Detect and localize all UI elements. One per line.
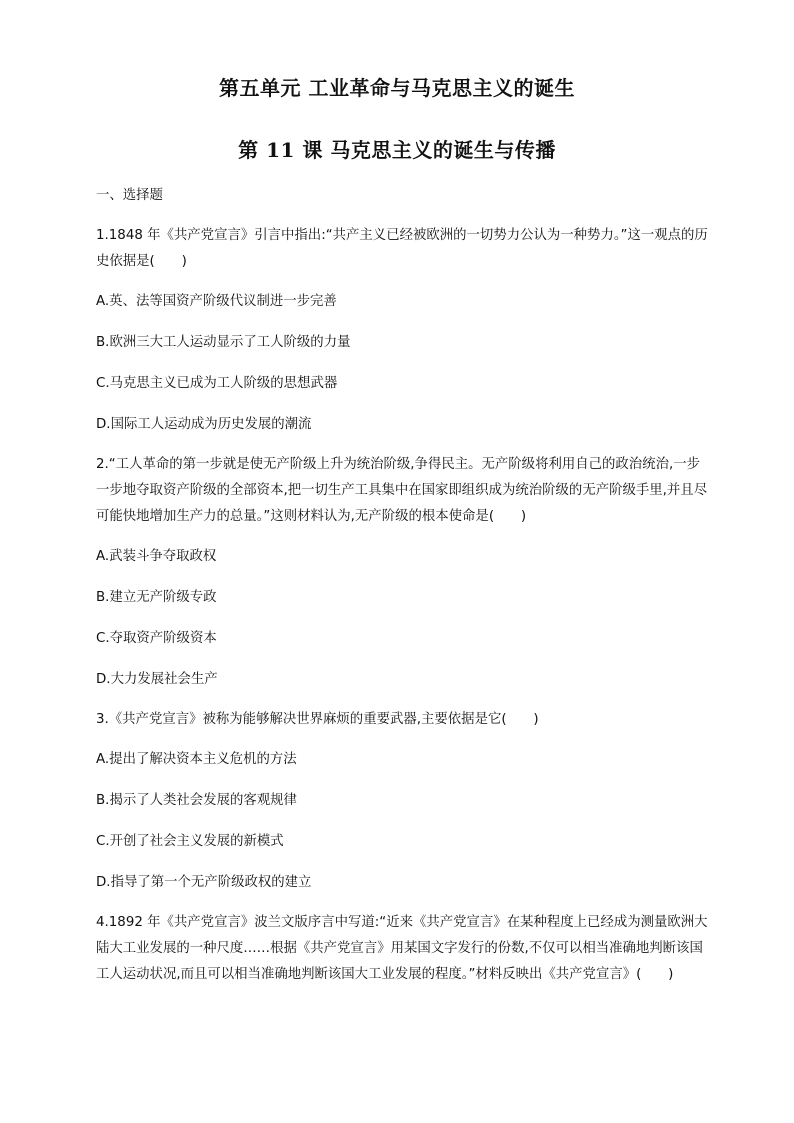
question-stem: 3.《共产党宣言》被称为能够解决世界麻烦的重要武器,主要依据是它( )	[96, 712, 539, 727]
option-a: A.英、法等国资产阶级代议制进一步完善	[96, 294, 337, 309]
section-heading: 一、选择题	[96, 188, 163, 203]
option-b: B.揭示了人类社会发展的客观规律	[96, 793, 297, 808]
option-a: A.武装斗争夺取政权	[96, 549, 217, 564]
question-2	[96, 452, 708, 694]
unit-title: 第五单元 工业革命与马克思主义的诞生	[219, 76, 575, 100]
lesson-title: 第 11 课 马克思主义的诞生与传播	[238, 138, 556, 162]
option-c: C.开创了社会主义发展的新模式	[96, 834, 284, 849]
option-b: B.建立无产阶级专政	[96, 590, 217, 605]
question-stem: 2.“工人革命的第一步就是使无产阶级上升为统治阶级,争得民主。无产阶级将利用自己的政治统治,一步一步地夺取资产阶级的全部资本,把一切生产工具集中在国家即组织成为统治阶级的无产阶级手里,并且尽可能快地增加生产力的总量。”这则材料认为,无产阶级的根本使命是( )	[96, 457, 708, 524]
question-stem: 1.1848 年《共产党宣言》引言中指出:“共产主义已经被欧洲的一切势力公认为一种势力。”这一观点的历史依据是( )	[96, 228, 708, 269]
option-c: C.夺取资产阶级资本	[96, 631, 217, 646]
option-d: D.指导了第一个无产阶级政权的建立	[96, 875, 312, 890]
option-c: C.马克思主义已成为工人阶级的思想武器	[96, 376, 338, 391]
question-3	[96, 707, 708, 897]
exercise-content	[96, 182, 708, 1001]
option-a: A.提出了解决资本主义危机的方法	[96, 752, 297, 767]
option-b: B.欧洲三大工人运动显示了工人阶级的力量	[96, 335, 351, 350]
question-1	[96, 223, 708, 439]
question-4	[96, 910, 708, 988]
option-d: D.国际工人运动成为历史发展的潮流	[96, 417, 312, 432]
question-stem: 4.1892 年《共产党宣言》波兰文版序言中写道:“近来《共产党宣言》在某种程度上已经成为测量欧洲大陆大工业发展的一种尺度……根据《共产党宣言》用某国文字发行的份数,不仅可以相当准确地判断该国工人运动状况,而且可以相当准确地判断该国大工业发展的程度。”材料反映出《共产党宣言》( )	[96, 915, 708, 982]
option-d: D.大力发展社会生产	[96, 672, 218, 687]
